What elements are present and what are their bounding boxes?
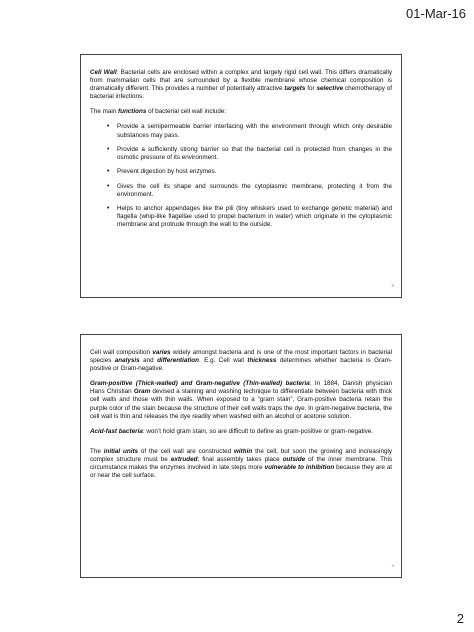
slide-4-content [90, 349, 392, 487]
text-run: The main [90, 108, 118, 116]
emphasized-text: functions [118, 108, 147, 116]
text-run: The [90, 447, 104, 455]
bullet-icon: • [107, 123, 110, 131]
emphasized-text: outside [282, 455, 306, 463]
list-item [107, 146, 392, 162]
slide-3-content [90, 69, 392, 235]
emphasized-text: targets [284, 85, 306, 93]
emphasized-text: initial units [103, 447, 139, 455]
functions-list [90, 123, 392, 229]
list-item [107, 123, 392, 139]
text-run: devised a staining and washing technique to differentiate between bacteria with thick cell walls and those with thin walls. When exposed to a “gram stain”, Gram-positive bacteria retain the purple color of the stain because the structure of their cell walls traps the dye. In gram-negative bacteria, the cell wall is thin and releases the dye readily when washed with an alcohol or acetone solution. [90, 388, 393, 420]
text-run: of bacterial cell wall include: [146, 108, 227, 116]
gram-staining-paragraph [90, 380, 392, 420]
text-run: for [305, 85, 317, 93]
functions-heading-paragraph [90, 108, 392, 116]
emphasized-text: vulnerable to inhibition [264, 464, 335, 472]
emphasized-text: Gram [133, 388, 151, 396]
text-run: and [139, 357, 158, 365]
emphasized-text: analysis [114, 357, 140, 365]
emphasized-text: selective [316, 85, 344, 93]
list-item-text: Prevent digestion by host enzymes. [117, 168, 217, 176]
slide-3 [80, 54, 402, 298]
text-run: of the cell wall are constructed [138, 447, 235, 455]
text-run: Cell wall composition [90, 349, 153, 356]
emphasized-text: Cell Wall [90, 69, 117, 76]
acid-fast-paragraph [90, 428, 392, 436]
slide-number: 4 [391, 563, 394, 568]
bullet-icon: • [107, 182, 110, 190]
bullet-icon: • [107, 204, 110, 212]
emphasized-text: varies [152, 349, 171, 356]
cell-wall-intro-paragraph [90, 69, 392, 101]
text-run: chemotherapy of bacterial infections. [90, 85, 392, 101]
composition-paragraph [90, 349, 392, 373]
slide-4 [80, 334, 402, 578]
emphasized-text: Gram-positive (Thick-walled) and Gram-negative (Thin-walled) bacteria [90, 380, 310, 388]
list-item-text: Helps to anchor appendages like the pili (tiny whiskers used to exchange genetic material) and flagella (whip-like flagellae used to propel bacterium in water) which originate in the cytoplasmic membrane and protrude through the wall to the outside. [117, 204, 392, 229]
list-item [107, 205, 392, 229]
list-item-text: Gives the cell its shape and surrounds the cytoplasmic membrane, protecting it from the environment. [117, 182, 392, 198]
bullet-icon: • [107, 168, 110, 176]
text-run: : Bacterial cells are enclosed within a complex and largely rigid cell wall. This differs dramatically from mammalian cells that are surrounded by a flexible membrane whose chemical composition is dramatically different. This provides a number of potentially attractive [90, 69, 392, 93]
emphasized-text: Acid-fast bacteria [90, 427, 143, 435]
page-number: 2 [456, 611, 464, 626]
text-run: of the inner membrane. This circumstance makes the enzymes involved in late steps more [90, 455, 393, 472]
emphasized-text: within [234, 447, 253, 455]
text-run: the cell, but soon the growing and increasingly complex structure must be [90, 447, 393, 463]
text-run: : won’t hold gram stain, so are difficult to define as gram-positive or gram-negative. [142, 427, 374, 435]
emphasized-text: extruded [170, 455, 198, 463]
text-run: because they are at or near the cell surface. [90, 464, 393, 480]
slide-number: 3 [391, 283, 394, 288]
list-item-text: Provide a sufficiently strong barrier so that the bacterial cell is protected from changes in the osmotic pressure of its environment. [117, 145, 392, 161]
text-run: : In 1884, Danish physician Hans Christian [90, 380, 392, 396]
emphasized-text: thickness [247, 357, 277, 365]
initial-units-paragraph [90, 448, 392, 480]
list-item [107, 183, 392, 199]
emphasized-text: differentiation [157, 357, 199, 365]
bullet-icon: • [107, 145, 110, 153]
text-run: determines whether bacteria is Gram-positive or Gram-negative. [90, 357, 392, 373]
text-run: . E.g. Cell wall [198, 357, 248, 365]
list-item [107, 168, 392, 176]
list-item-text: Provide a semipermeable barrier interfacing with the environment through which only desirable substances may pass. [117, 123, 392, 139]
text-run: widely amongst bacteria and is one of the most important factors in bacterial species [90, 349, 392, 365]
header-date: 01-Mar-16 [406, 6, 466, 21]
text-run: ; final assembly takes place [197, 455, 283, 463]
